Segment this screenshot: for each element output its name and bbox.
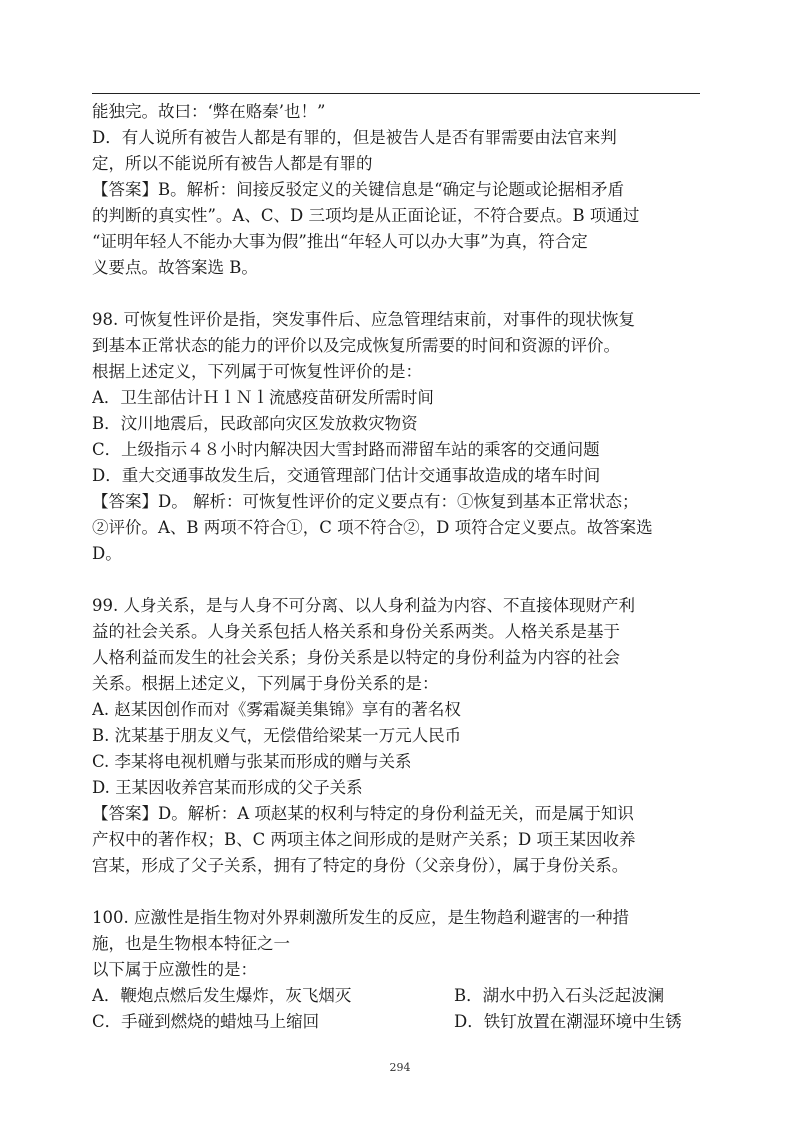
answer-line: 义要点。故答案选 B。 [92, 258, 258, 277]
option-d: D. 王某因收养宫某而形成的父子关系 [92, 778, 363, 797]
question-stem: 100. 应激性是指生物对外界刺激所发生的反应，是生物趋利避害的一种措 [92, 908, 629, 927]
answer-line: 【答案】D。解析：A 项赵某的权利与特定的身份利益无关，而是属于知识 [92, 804, 634, 823]
option-d: D．铁钉放置在潮湿环境中生锈 [454, 1012, 682, 1031]
page-number: 294 [389, 1061, 411, 1074]
option-b: B. 沈某基于朋友义气，无偿借给梁某一万元人民币 [92, 726, 462, 745]
answer-line: D。 [92, 544, 122, 563]
question-stem: 99. 人身关系，是与人身不可分离、以人身利益为内容、不直接体现财产利 [92, 596, 635, 615]
question-stem: 施，也是生物根本特征之一 [92, 934, 290, 953]
previous-question-continuation [92, 99, 704, 281]
text-line: 能独完。故曰：‘弊在赂秦’也！” [92, 102, 326, 121]
question-stem: 关系。根据上述定义，下列属于身份关系的是： [92, 674, 439, 693]
answer-line: 产权中的著作权；B、C 两项主体之间形成的是财产关系；D 项王某因收养 [92, 830, 636, 849]
answer-line: 【答案】D。 解析：可恢复性评价的定义要点有：①恢复到基本正常状态； [92, 492, 639, 511]
options-row [92, 1009, 704, 1035]
option-a: A. 赵某因创作而对《雾霜凝美集锦》享有的著名权 [92, 700, 461, 719]
question-stem: 根据上述定义，下列属于可恢复性评价的是： [92, 362, 422, 381]
question-stem: 以下属于应激性的是： [92, 960, 257, 979]
question-stem: 98. 可恢复性评价是指，突发事件后、应急管理结束前，对事件的现状恢复 [92, 310, 635, 329]
answer-line: ②评价。A、B 两项不符合①，C 项不符合②，D 项符合定义要点。故答案选 [92, 518, 653, 537]
option-b: B．湖水中扔入石头泛起波澜 [454, 986, 665, 1005]
question-stem: 人格利益而发生的社会关系；身份关系是以特定的身份利益为内容的社会 [92, 648, 620, 667]
option-a: A．卫生部估计ＨｌＮｌ流感疫苗研发所需时间 [92, 388, 434, 407]
answer-line: “证明年轻人不能办大事为假”推出“年轻人可以办大事”为真，符合定 [92, 232, 588, 251]
document-body [92, 99, 704, 1035]
option-c: C．上级指示４８小时内解决因大雪封路而滞留车站的乘客的交通问题 [92, 440, 600, 459]
option-d: D．重大交通事故发生后，交通管理部门估计交通事故造成的堵车时间 [92, 466, 601, 485]
question-100 [92, 905, 704, 1035]
answer-line: 的判断的真实性”。A、C、D 三项均是从正面论证，不符合要点。B 项通过 [92, 206, 640, 225]
answer-line: 宫某，形成了父子关系，拥有了特定的身份（父亲身份），属于身份关系。 [92, 856, 629, 875]
answer-line: 【答案】B。解析：间接反驳定义的关键信息是“确定与论题或论据相矛盾 [92, 180, 625, 199]
option-a: A．鞭炮点燃后发生爆炸，灰飞烟灭 [92, 986, 352, 1005]
question-stem: 到基本正常状态的能力的评价以及完成恢复所需要的时间和资源的评价。 [92, 336, 620, 355]
question-98 [92, 307, 704, 567]
text-line: 定，所以不能说所有被告人都是有罪的 [92, 154, 373, 173]
question-stem: 益的社会关系。人身关系包括人格关系和身份关系两类。人格关系是基于 [92, 622, 620, 641]
option-d: D．有人说所有被告人都是有罪的，但是被告人是否有罪需要由法官来判 [92, 128, 617, 147]
question-99 [92, 593, 704, 879]
header-rule [92, 93, 700, 94]
option-b: B．汶川地震后，民政部向灾区发放救灾物资 [92, 414, 418, 433]
options-row [92, 983, 704, 1009]
option-c: C. 李某将电视机赠与张某而形成的赠与关系 [92, 752, 412, 771]
option-c: C．手碰到燃烧的蜡烛马上缩回 [92, 1012, 320, 1031]
